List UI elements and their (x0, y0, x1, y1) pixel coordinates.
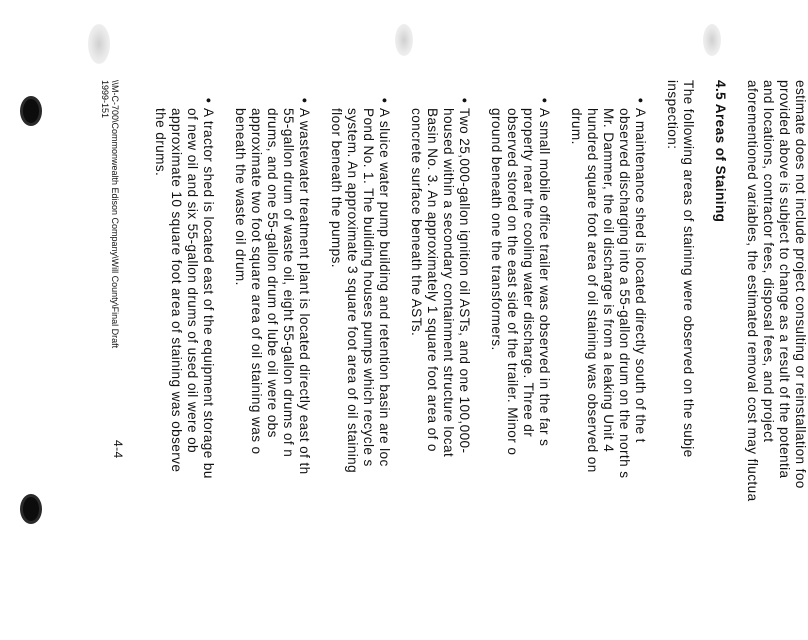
document-page (100, 80, 808, 640)
list-item-line: beneath the waste oil drum. (233, 108, 248, 286)
list-item-line: the drums. (153, 108, 168, 177)
list-item-line: ground beneath one the transformers. (489, 108, 504, 351)
bullet-marker: • (457, 98, 472, 104)
intro-line: aforementioned variables, the estimated removal cost may fluctua (745, 80, 760, 502)
list-item-line: Mr. Dammer, the oil discharge is from a leaking Unit 4 (601, 108, 616, 453)
list-item-line: approximate two foot square area of oil staining was o (249, 108, 264, 455)
bullet-marker: • (377, 98, 392, 104)
list-item-line: A tractor shed is located east of the equipment storage bu (201, 108, 216, 479)
list-item-line: A maintenance shed is located directly south of the t (633, 108, 648, 443)
list-item-line: approximate 10 square foot area of staining was observe (169, 108, 184, 473)
binder-hole-bottom (20, 494, 42, 524)
list-item-line: system. An approximate 3 square foot area of oil staining (345, 108, 360, 474)
section-heading: 4.5 Areas of Staining (713, 80, 728, 223)
list-item-line: drum. (569, 108, 584, 145)
list-item-line: housed within a secondary containment structure locat (441, 108, 456, 458)
intro-line: and locations, contractor fees, disposal fees, and project (761, 80, 776, 443)
page-number: 4-4 (111, 440, 125, 459)
list-item-line: Two 25,000-gallon ignition oil ASTs, and one 100,000- (457, 108, 472, 454)
list-item-line: Basin No. 3. An approximately 1 square foot area of o (425, 108, 440, 452)
list-item-line: 55-gallon drum of waste oil, eight 55-gallon drums of n (281, 108, 296, 458)
scan-smudge (395, 24, 413, 56)
bullet-marker: • (633, 98, 648, 104)
list-item-line: hundred square foot area of oil staining was observed on (585, 108, 600, 473)
section-lead-line: The following areas of staining were observed on the subje (681, 80, 696, 458)
staining-list (148, 98, 808, 638)
list-item-line: concrete surface beneath the ASTs. (409, 108, 424, 337)
list-item-line: Pond No. 1. The building houses pumps which recycle s (361, 108, 376, 467)
list-item-line: observed discharging into a 55-gallon drum on the north s (617, 108, 632, 479)
scan-smudge (703, 24, 721, 56)
bullet-marker: • (537, 98, 552, 104)
bullet-marker: • (297, 98, 312, 104)
list-item-line: A small mobile office trailer was observed in the far s (537, 108, 552, 447)
section-lead-line: inspection: (665, 80, 680, 150)
bullet-marker: • (201, 98, 216, 104)
list-item-line: A sluice water pump building and retention basin are loc (377, 108, 392, 467)
list-item-line: A wastewater treatment plant is located directly east of th (297, 108, 312, 475)
list-item-line: of new oil and six 55-gallon drums of used oil were ob (185, 108, 200, 454)
intro-line: estimate does not include project consulting or reinstallation foo (793, 80, 808, 489)
list-item-line: property near the cooling water discharge. Three dr (521, 108, 536, 438)
scan-smudge (88, 24, 110, 64)
list-item-line: observed stored on the east side of the trailer. Minor o (505, 108, 520, 456)
binder-hole-top (20, 96, 42, 126)
footer-code: 1999-151 (100, 80, 110, 119)
footer-path: \\M-C-700\Commonwealth Edison Company\Will County\Final Draft (110, 80, 120, 349)
list-item-line: drums, and one 55-gallon drum of lube oil were obs (265, 108, 280, 438)
list-item-line: floor beneath the pumps. (329, 108, 344, 268)
intro-line: provided above is subject to change as a result of the potentia (777, 80, 792, 479)
